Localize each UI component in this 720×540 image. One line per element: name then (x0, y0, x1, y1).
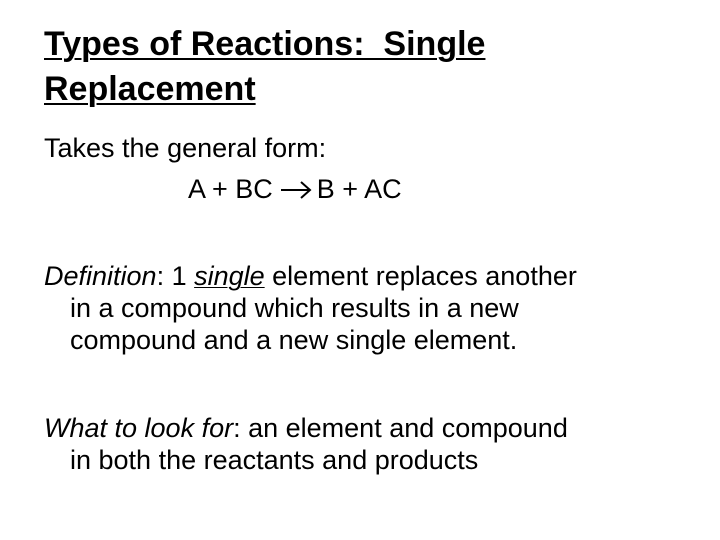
definition-count: 1 (164, 261, 195, 291)
arrow-right-icon (279, 180, 313, 200)
definition-paragraph (44, 260, 694, 356)
look-for-colon: : (233, 413, 241, 443)
definition-keyword: single (194, 261, 265, 291)
reaction-equation (188, 173, 402, 205)
definition-label: Definition (44, 261, 157, 291)
equation-reactants: A + BC (188, 174, 273, 204)
definition-text-line-3: compound and a new single element. (70, 325, 518, 355)
look-for-paragraph (44, 412, 694, 476)
slide-title (44, 22, 684, 112)
look-for-label: What to look for (44, 413, 234, 443)
definition-text-line-1: element replaces another (264, 261, 577, 291)
equation-products: B + AC (316, 174, 402, 204)
slide-title-line-1: Types of Reactions: Single (44, 25, 486, 63)
look-for-text-line-1: an element and compound (240, 413, 568, 443)
look-for-text-line-2: in both the reactants and products (70, 445, 479, 475)
definition-colon: : (156, 261, 165, 291)
definition-text-line-2: in a compound which results in a new (70, 293, 519, 323)
general-form-label: Takes the general form: (44, 133, 327, 163)
slide-title-line-2: Replacement (44, 70, 256, 108)
